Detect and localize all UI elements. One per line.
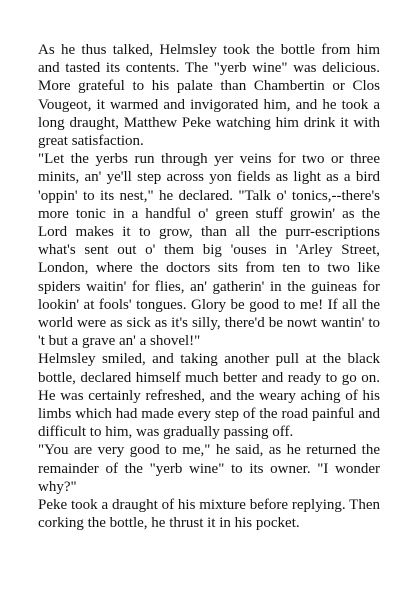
paragraph: "Let the yerbs run through yer veins for two or three minits, an' ye'll step across yon fields as light as a bird 'oppin' to its nest," he declared. "Talk o' tonics,--there's more tonic in a handful o' green stuff growin' as the Lord makes it to grow, than all the purr-escriptions what's sent out o' them big 'ouses in 'Arley Street, London, where the doctors sits from ten to two like spiders waitin' for flies, an' gatherin' in the guineas for lookin' at fools' tongues. Glory be good to me! If all the world were as sick as it's silly, there'd be nowt wantin' to 't but a grave an' a shovel!" [38, 151, 380, 350]
paragraph: "You are very good to me," he said, as he returned the remainder of the "yerb wine" to its owner. "I wonder why?" [38, 442, 380, 495]
paragraph: Peke took a draught of his mixture before replying. Then corking the bottle, he thrust it in his pocket. [38, 497, 380, 532]
paragraph: As he thus talked, Helmsley took the bottle from him and tasted its contents. The "yerb wine" was delicious. More grateful to his palate than Chambertin or Clos Vougeot, it warmed and invigorated him, and he took a long draught, Matthew Peke watching him drink it with great satisfaction. [38, 42, 380, 150]
paragraph: Helmsley smiled, and taking another pull at the black bottle, declared himself much better and ready to go on. He was certainly refreshed, and the weary aching of his limbs which had made every step of the road painful and difficult to him, was gradually passing off. [38, 351, 380, 441]
book-page-text [38, 41, 380, 532]
